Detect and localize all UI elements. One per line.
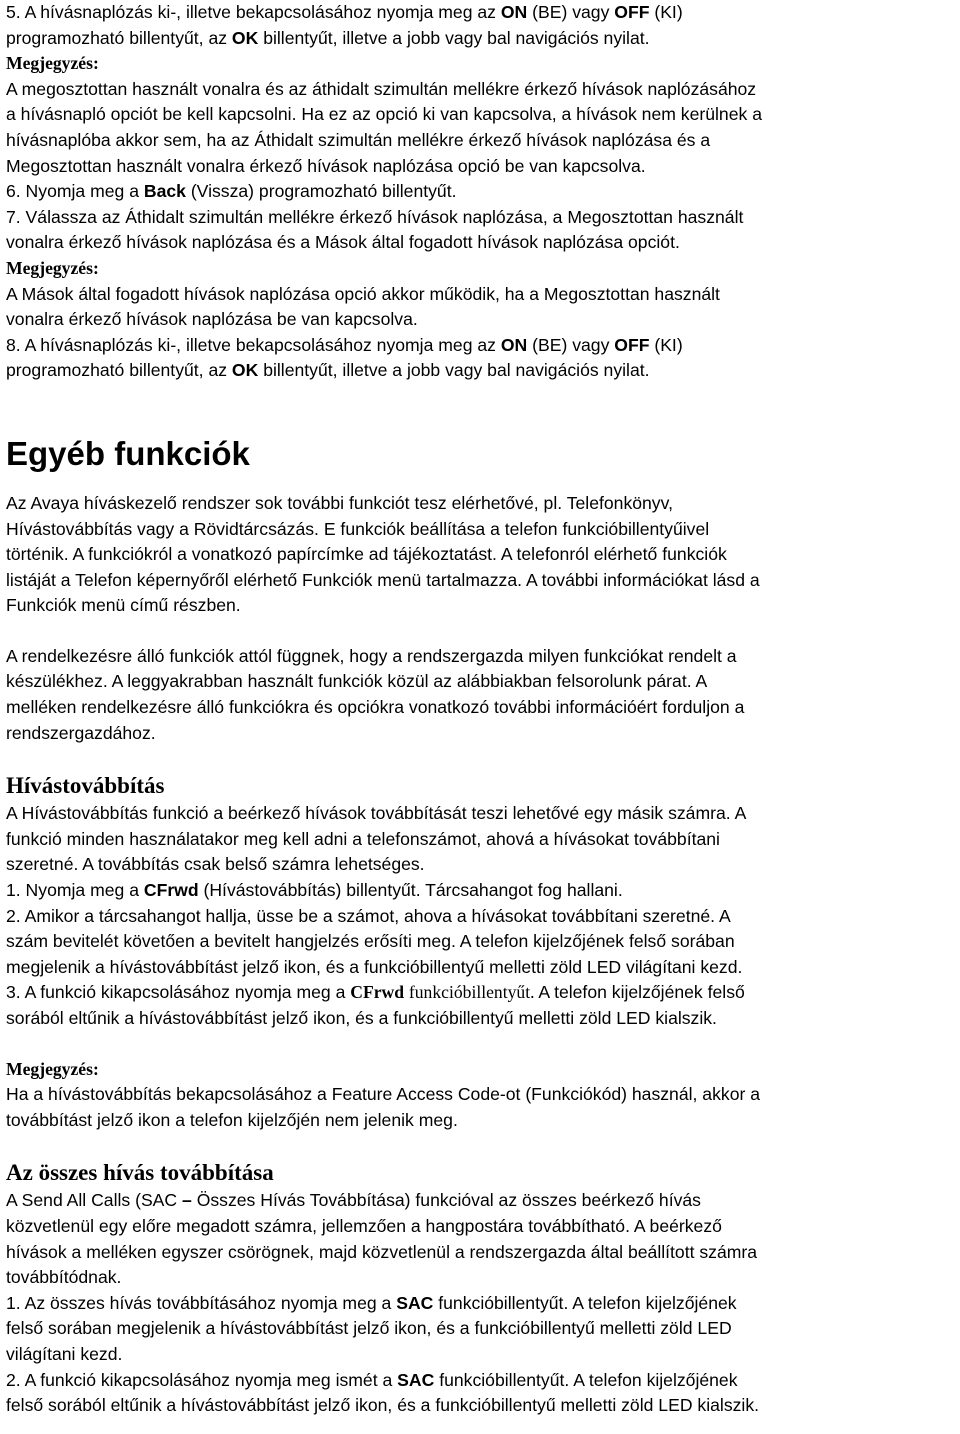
key-back: Back	[143, 181, 186, 202]
paragraph	[6, 491, 954, 619]
note-label: Megjegyzés:	[6, 257, 99, 278]
step-2-line: megjelenik a hívástovábbítást jelző ikon, és a funkcióbillentyű melletti zöld LED világítani kezd.	[6, 956, 743, 977]
step-5-line-2	[6, 26, 954, 52]
paragraph-line: továbbítódnak.	[6, 1267, 122, 1288]
note-label: Megjegyzés:	[6, 1058, 99, 1079]
step-8-line-1	[6, 333, 954, 359]
paragraph-line: A Hívástovábbítás funkció a beérkező hívások továbbítását teszi lehetővé egy másik számra. A	[6, 803, 747, 824]
text: 5. A hívásnaplózás ki-, illetve bekapcsolásához nyomja meg az	[6, 2, 501, 22]
key-sac: SAC	[397, 1369, 435, 1390]
text: (Hívástovábbítás) billentyűt. Tárcsahangot fog hallani.	[198, 880, 623, 901]
step-3-line-1	[6, 980, 954, 1006]
key-off: OFF	[614, 2, 650, 22]
key-cfrwd: CFrwd	[350, 982, 405, 1003]
text: (KI)	[649, 2, 683, 22]
intro-line-1	[6, 1188, 954, 1214]
step-5-line-1	[6, 0, 954, 26]
step-8-line-2	[6, 358, 954, 384]
paragraph-line: funkció minden használatakor meg kell adni a telefonszámot, ahová a hívásokat továbbítani	[6, 828, 720, 849]
step-1-line: világítani kezd.	[6, 1343, 123, 1364]
key-ok: OK	[231, 360, 259, 381]
step-2-line-1	[6, 1368, 954, 1394]
note-line: hívásnaplóba akkor sem, ha az Áthidalt szimultán mellékre érkező hívások naplózása és a	[6, 129, 711, 150]
section-heading-osszes: Az összes hívás továbbítása	[6, 1160, 274, 1186]
text: 1. Az összes hívás továbbításához nyomja meg a	[6, 1292, 397, 1313]
section-heading-egyeb: Egyéb funkciók	[6, 434, 250, 472]
paragraph-line: A rendelkezésre álló funkciók attól függnek, hogy a rendszergazda milyen funkciókat rendelt a	[6, 645, 737, 666]
step-3-line-2: sorából eltűnik a hívástovábbítást jelző ikon, és a funkcióbillentyű melletti zöld LED kialszik.	[6, 1008, 717, 1028]
text: programozható billentyűt, az	[6, 27, 232, 48]
note-label: Megjegyzés:	[6, 53, 99, 74]
text: programozható billentyűt, az	[6, 360, 232, 381]
key-sac: SAC	[396, 1292, 434, 1313]
paragraph-line: listáját a Telefon képernyőről elérhető Funkciók menü tartalmazza. A további információkat lásd a	[6, 569, 760, 590]
step-2-line: 2. Amikor a tárcsahangot hallja, üsse be a számot, ahova a hívásokat továbbítani szeretné. A	[6, 905, 731, 926]
text: A Send All Calls (SAC	[6, 1190, 183, 1211]
step-1-line: felső sorában megjelenik a hívástovábbítást jelző ikon, és a funkcióbillentyű melletti zöld LED	[6, 1318, 732, 1339]
paragraph	[6, 644, 954, 746]
text: 6. Nyomja meg a	[6, 181, 144, 202]
text: (BE) vagy	[527, 2, 615, 22]
step-7-line: 7. Válassza az Áthidalt szimultán mellékre érkező hívások naplózása, a Megosztottan használt	[6, 206, 744, 227]
text: funkcióbillentyűt. A telefon kijelzőjének	[433, 1292, 737, 1313]
step-7-line: vonalra érkező hívások naplózása és a Mások által fogadott hívások naplózása opciót.	[6, 232, 680, 253]
text: 1. Nyomja meg a	[6, 880, 144, 901]
section-heading-hivastovabbitas: Hívástovábbítás	[6, 773, 165, 799]
paragraph-line: közvetlenül egy előre megadott számra, jellemzően a hangpostára továbbítható. A beérkező	[6, 1215, 722, 1236]
note-line: Ha a hívástovábbítás bekapcsolásához a Feature Access Code-ot (Funkciókód) használ, akkor a	[6, 1084, 761, 1105]
key-on: ON	[500, 334, 528, 355]
text: 8. A hívásnaplózás ki-, illetve bekapcsolásához nyomja meg az	[6, 334, 501, 355]
note-line: továbbítást jelző ikon a telefon kijelzőjén nem jelenik meg.	[6, 1109, 458, 1130]
key-on: ON	[500, 2, 528, 22]
paragraph-line: Hívástovábbítás vagy a Rövidtárcsázás. E funkciók beállítása a telefon funkcióbillentyűivel	[6, 518, 710, 539]
text: (Vissza) programozható billentyűt.	[185, 181, 457, 202]
text: funkcióbillentyűt.	[408, 982, 535, 1003]
paragraph-line: melléken rendelkezésre álló funkciókra és opciókra vonatkozó további információért forduljon a	[6, 697, 745, 718]
paragraph-line: történik. A funkciókról a vonatkozó papírcímke ad tájékoztatást. A telefonról elérhető funkciók	[6, 544, 727, 565]
text: billentyűt, illetve a jobb vagy bal navigációs nyilat.	[258, 27, 650, 48]
paragraph-line: hívások a melléken egyszer csörögnek, majd közvetlenül a rendszergazda által beállított számra	[6, 1241, 758, 1262]
text: funkcióbillentyűt. A telefon kijelzőjének	[434, 1369, 738, 1390]
dash: –	[182, 1190, 192, 1211]
step-1	[6, 878, 954, 904]
text: (BE) vagy	[527, 334, 615, 355]
key-cfrwd: CFrwd	[143, 880, 199, 901]
step-6	[6, 179, 954, 205]
key-ok: OK	[231, 27, 259, 48]
note-line: A megosztottan használt vonalra és az áthidalt szimultán mellékre érkező hívások naplózásához	[6, 78, 757, 99]
text: (KI)	[649, 334, 683, 355]
note-line: Megosztottan használt vonalra érkező hívások naplózása opció be van kapcsolva.	[6, 155, 646, 176]
note-line: A Mások által fogadott hívások naplózása opció akkor működik, ha a Megosztottan használt	[6, 283, 720, 304]
step-2-line-2: felső sorából eltűnik a hívástovábbítást jelző ikon, és a funkcióbillentyű melletti zöld LED kialszik.	[6, 1395, 760, 1416]
key-off: OFF	[614, 334, 650, 355]
text: A telefon kijelzőjének felső	[534, 982, 745, 1003]
paragraph-line: Funkciók menü című részben.	[6, 595, 241, 616]
text: 3. A funkció kikapcsolásához nyomja meg a	[6, 982, 351, 1003]
paragraph-line: készülékhez. A leggyakrabban használt funkciók közül az alábbiakban felsorolunk párat. A	[6, 671, 708, 692]
step-2-line: szám bevitelét követően a bevitelt hangjelzés erősíti meg. A telefon kijelzőjének felső sorában	[6, 931, 735, 952]
paragraph-line: Az Avaya híváskezelő rendszer sok további funkciót tesz elérhetővé, pl. Telefonkönyv,	[6, 492, 673, 513]
note-line: a hívásnapló opciót be kell kapcsolni. Ha ez az opció ki van kapcsolva, a hívások nem kerülnek a	[6, 104, 762, 125]
text: 2. A funkció kikapcsolásához nyomja meg ismét a	[6, 1369, 398, 1390]
paragraph-line: rendszergazdához.	[6, 722, 156, 743]
note-line: vonalra érkező hívások naplózása be van kapcsolva.	[6, 309, 418, 330]
text: billentyűt, illetve a jobb vagy bal navigációs nyilat.	[258, 360, 650, 381]
paragraph-line: szeretné. A továbbítás csak belső számra lehetséges.	[6, 854, 425, 875]
step-1-line-1	[6, 1291, 954, 1317]
text: Összes Hívás Továbbítása) funkcióval az összes beérkező hívás	[191, 1190, 701, 1211]
